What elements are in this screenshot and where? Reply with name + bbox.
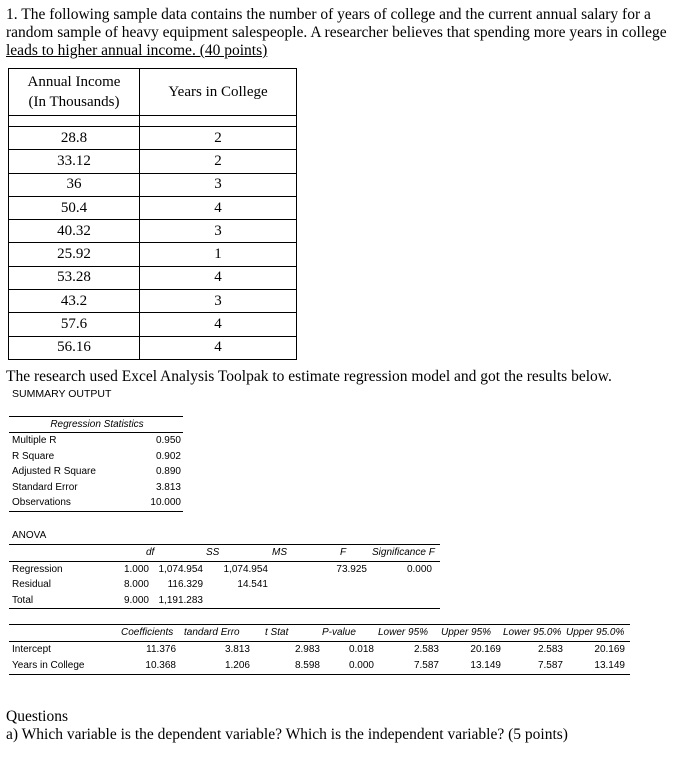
table-row xyxy=(9,336,297,359)
years-cell: 4 xyxy=(140,266,297,289)
years-header: Years in College xyxy=(140,69,297,116)
intro-line-1: 1. The following sample data contains the number of years of college and the current annual salary for a xyxy=(6,6,651,23)
table-row xyxy=(9,313,297,336)
coefficient-row: Intercept 11.376 3.813 2.983 0.018 2.583 20.169 2.583 20.169 xyxy=(12,644,625,655)
anova-row: Total 9.000 1,191.283 xyxy=(9,593,440,610)
stat-row xyxy=(9,464,183,480)
coefficients-table xyxy=(9,624,630,675)
sample-data-table xyxy=(8,68,297,360)
table-row xyxy=(9,290,297,313)
stat-value: 0.950 xyxy=(155,435,181,446)
anova-title: ANOVA xyxy=(12,530,47,541)
stat-value: 0.890 xyxy=(155,466,181,477)
income-header: Annual Income (In Thousands) xyxy=(9,69,140,116)
table-gap-row xyxy=(9,116,297,127)
anova-header-row xyxy=(9,545,440,562)
stat-value: 10.000 xyxy=(150,497,181,508)
income-cell: 57.6 xyxy=(9,313,140,336)
intro-line-2: random sample of heavy equipment salespeople. A researcher believes that spending more years in college xyxy=(6,24,667,41)
income-cell: 53.28 xyxy=(9,266,140,289)
income-cell: 43.2 xyxy=(9,290,140,313)
table-row xyxy=(9,243,297,266)
income-cell: 28.8 xyxy=(9,127,140,150)
questions-section xyxy=(6,708,568,744)
ms-header: MS xyxy=(272,547,287,558)
stat-label: Multiple R xyxy=(12,435,57,446)
stat-label: Adjusted R Square xyxy=(12,466,96,477)
regression-statistics-title: Regression Statistics xyxy=(9,416,183,433)
anova-row: Regression 1.000 1,074.954 1,074.954 73.925 0.000 xyxy=(12,563,432,575)
stat-value: 0.902 xyxy=(155,450,181,462)
table-row xyxy=(9,220,297,243)
table-row xyxy=(9,196,297,219)
years-cell: 4 xyxy=(140,313,297,336)
regression-statistics-table xyxy=(9,416,183,512)
stat-label: Observations xyxy=(12,497,71,508)
df-header: df xyxy=(146,547,155,558)
stat-row xyxy=(9,495,183,512)
significance-f-header: Significance F xyxy=(372,547,435,558)
income-cell: 50.4 xyxy=(9,196,140,219)
years-cell: 3 xyxy=(140,220,297,243)
years-cell: 1 xyxy=(140,243,297,266)
anova-row: Residual 8.000 116.329 14.541 xyxy=(12,579,268,590)
table-header-row xyxy=(9,69,297,116)
table-row xyxy=(9,173,297,196)
years-cell: 4 xyxy=(140,196,297,219)
stat-row xyxy=(9,449,183,465)
research-description: The research used Excel Analysis Toolpak to estimate regression model and got the results below. xyxy=(6,368,612,385)
problem-intro xyxy=(6,6,685,60)
years-cell: 2 xyxy=(140,150,297,173)
income-cell: 33.12 xyxy=(9,150,140,173)
years-cell: 4 xyxy=(140,336,297,359)
income-cell: 36 xyxy=(9,173,140,196)
intro-line-3: leads to higher annual income. (40 points) xyxy=(6,42,268,59)
coefficient-row: Years in College 10.368 1.206 8.598 0.000 7.587 13.149 7.587 13.149 xyxy=(9,658,630,675)
stat-row xyxy=(9,480,183,496)
stat-label: R Square xyxy=(12,450,55,462)
ss-header: SS xyxy=(206,547,220,558)
income-cell: 56.16 xyxy=(9,336,140,359)
years-cell: 2 xyxy=(140,127,297,150)
years-cell: 3 xyxy=(140,290,297,313)
question-a: a) Which variable is the dependent variable? Which is the independent variable? (5 points) xyxy=(6,726,568,743)
table-row xyxy=(9,150,297,173)
stat-value: 3.813 xyxy=(155,481,181,493)
income-cell: 25.92 xyxy=(9,243,140,266)
stat-label: Standard Error xyxy=(12,481,78,493)
coefficients-header-row: Coefficients tandard Erro t Stat P-value Lower 95% Upper 95% Lower 95.0% Upper 95.0% xyxy=(9,625,630,642)
table-row xyxy=(9,266,297,289)
income-cell: 40.32 xyxy=(9,220,140,243)
questions-heading: Questions xyxy=(6,708,68,725)
f-header: F xyxy=(340,547,347,558)
years-cell: 3 xyxy=(140,173,297,196)
table-row xyxy=(9,127,297,150)
anova-table xyxy=(9,544,440,609)
stat-row xyxy=(9,433,183,449)
summary-output-title: SUMMARY OUTPUT xyxy=(12,388,112,400)
